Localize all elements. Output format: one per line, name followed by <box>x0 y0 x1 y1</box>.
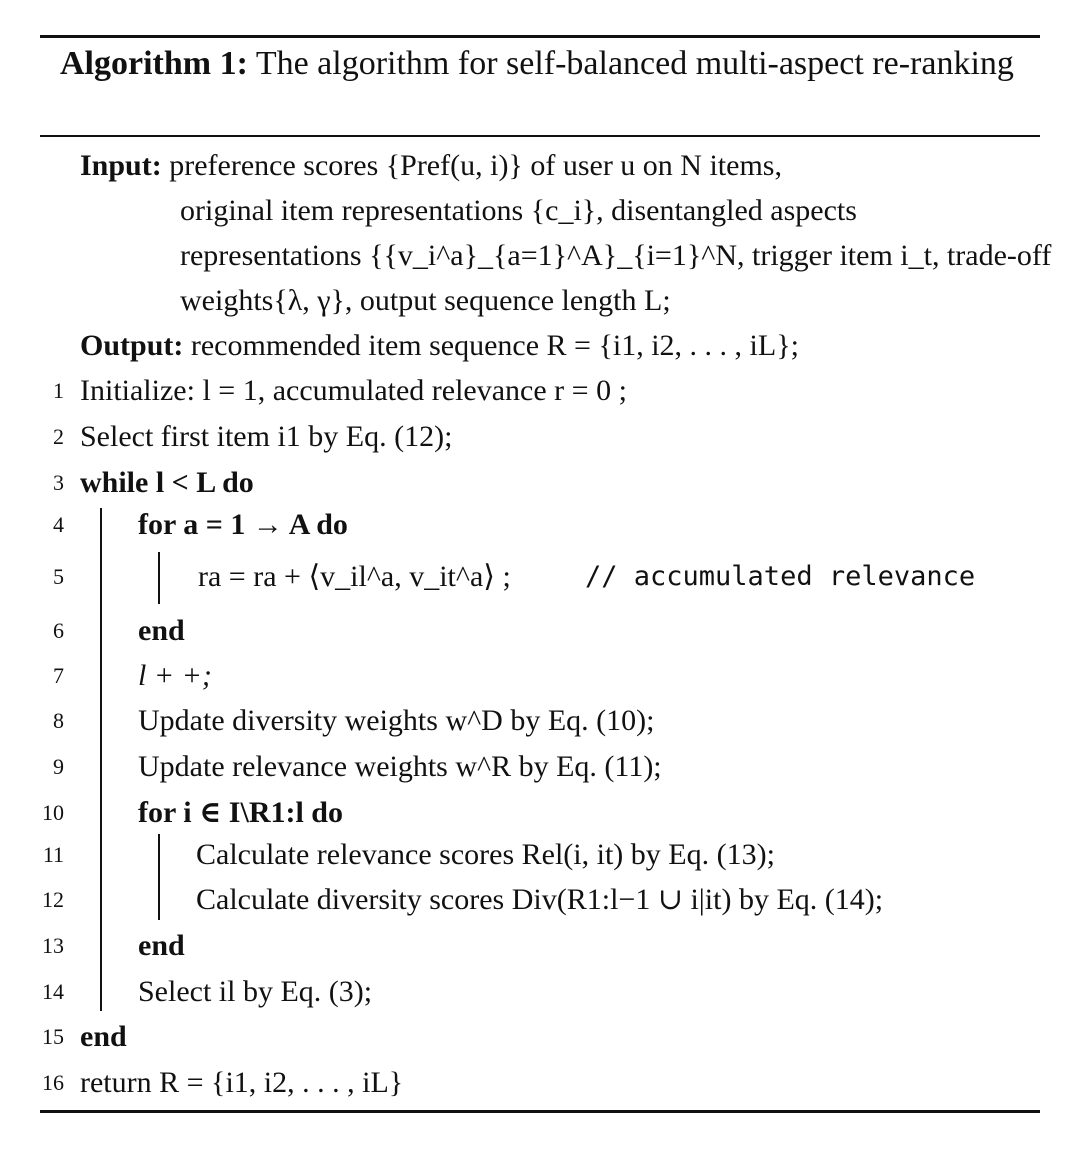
code-line-15: end <box>80 1020 127 1053</box>
line-number-3: 3 <box>53 470 64 495</box>
line-number-6: 6 <box>53 618 64 643</box>
header-rule <box>40 135 1040 137</box>
input-line-3: representations {{v_i^a}_{a=1}^A}_{i=1}^N, trigger item i_t, trade-off <box>180 239 1052 272</box>
code-line-13: end <box>138 929 185 962</box>
code-line-7: l + +; <box>138 659 212 692</box>
code-line-12: Calculate diversity scores Div(R1:l−1 ∪ i|it) by Eq. (14); <box>196 883 884 916</box>
line-number-14: 14 <box>42 979 64 1004</box>
for-aspect-block-bar <box>158 552 160 604</box>
line-number-2: 2 <box>53 424 64 449</box>
output-line <box>80 323 799 368</box>
code-line-3: while l < L do <box>80 466 254 499</box>
line-number-16: 16 <box>42 1070 64 1095</box>
input-line-1: Input: preference scores {Pref(u, i)} of user u on N items, <box>80 149 782 182</box>
for-item-block-bar <box>158 834 160 920</box>
code-comment-5: // accumulated relevance <box>585 561 976 592</box>
algorithm-title <box>60 42 1020 86</box>
code-line-2: Select first item i1 by Eq. (12); <box>80 420 453 453</box>
code-line-4: for a = 1 → A do <box>138 508 348 541</box>
line-number-7: 7 <box>53 663 64 688</box>
code-line-5: ra = ra + ⟨v_il^a, v_it^a⟩ ; <box>198 560 511 593</box>
line-number-8: 8 <box>53 708 64 733</box>
code-line-10: for i ∈ I\R1:l do <box>138 796 343 829</box>
input-line-2: original item representations {c_i}, disentangled aspects <box>180 194 857 227</box>
algorithm-caption: The algorithm for self-balanced multi-aspect re-ranking <box>255 45 1014 82</box>
line-number-5: 5 <box>53 564 64 589</box>
code-line-16: return R = {i1, i2, . . . , iL} <box>80 1066 404 1099</box>
input-label: Input: <box>80 149 170 182</box>
code-line-9: Update relevance weights w^R by Eq. (11); <box>138 750 662 783</box>
line-number-13: 13 <box>42 933 64 958</box>
line-number-11: 11 <box>42 842 64 867</box>
code-line-11: Calculate relevance scores Rel(i, it) by Eq. (13); <box>196 838 775 871</box>
top-rule <box>40 35 1040 38</box>
bottom-rule <box>40 1110 1040 1113</box>
algorithm-label: Algorithm 1: <box>60 45 248 82</box>
line-number-1: 1 <box>53 378 64 403</box>
line-number-12: 12 <box>42 887 64 912</box>
code-line-8: Update diversity weights w^D by Eq. (10); <box>138 704 655 737</box>
line-number-10: 10 <box>42 800 64 825</box>
while-block-bar <box>100 508 102 1011</box>
code-line-6: end <box>138 614 185 647</box>
input-line-4: weights{λ, γ}, output sequence length L; <box>180 284 671 317</box>
line-number-9: 9 <box>53 754 64 779</box>
code-line-1: Initialize: l = 1, accumulated relevance r = 0 ; <box>80 374 627 407</box>
line-number-4: 4 <box>53 512 64 537</box>
output-text: recommended item sequence R = {i1, i2, . . . , iL}; <box>190 329 799 362</box>
output-label: Output: <box>80 329 184 362</box>
line-number-15: 15 <box>42 1024 64 1049</box>
code-line-14: Select il by Eq. (3); <box>138 975 373 1008</box>
